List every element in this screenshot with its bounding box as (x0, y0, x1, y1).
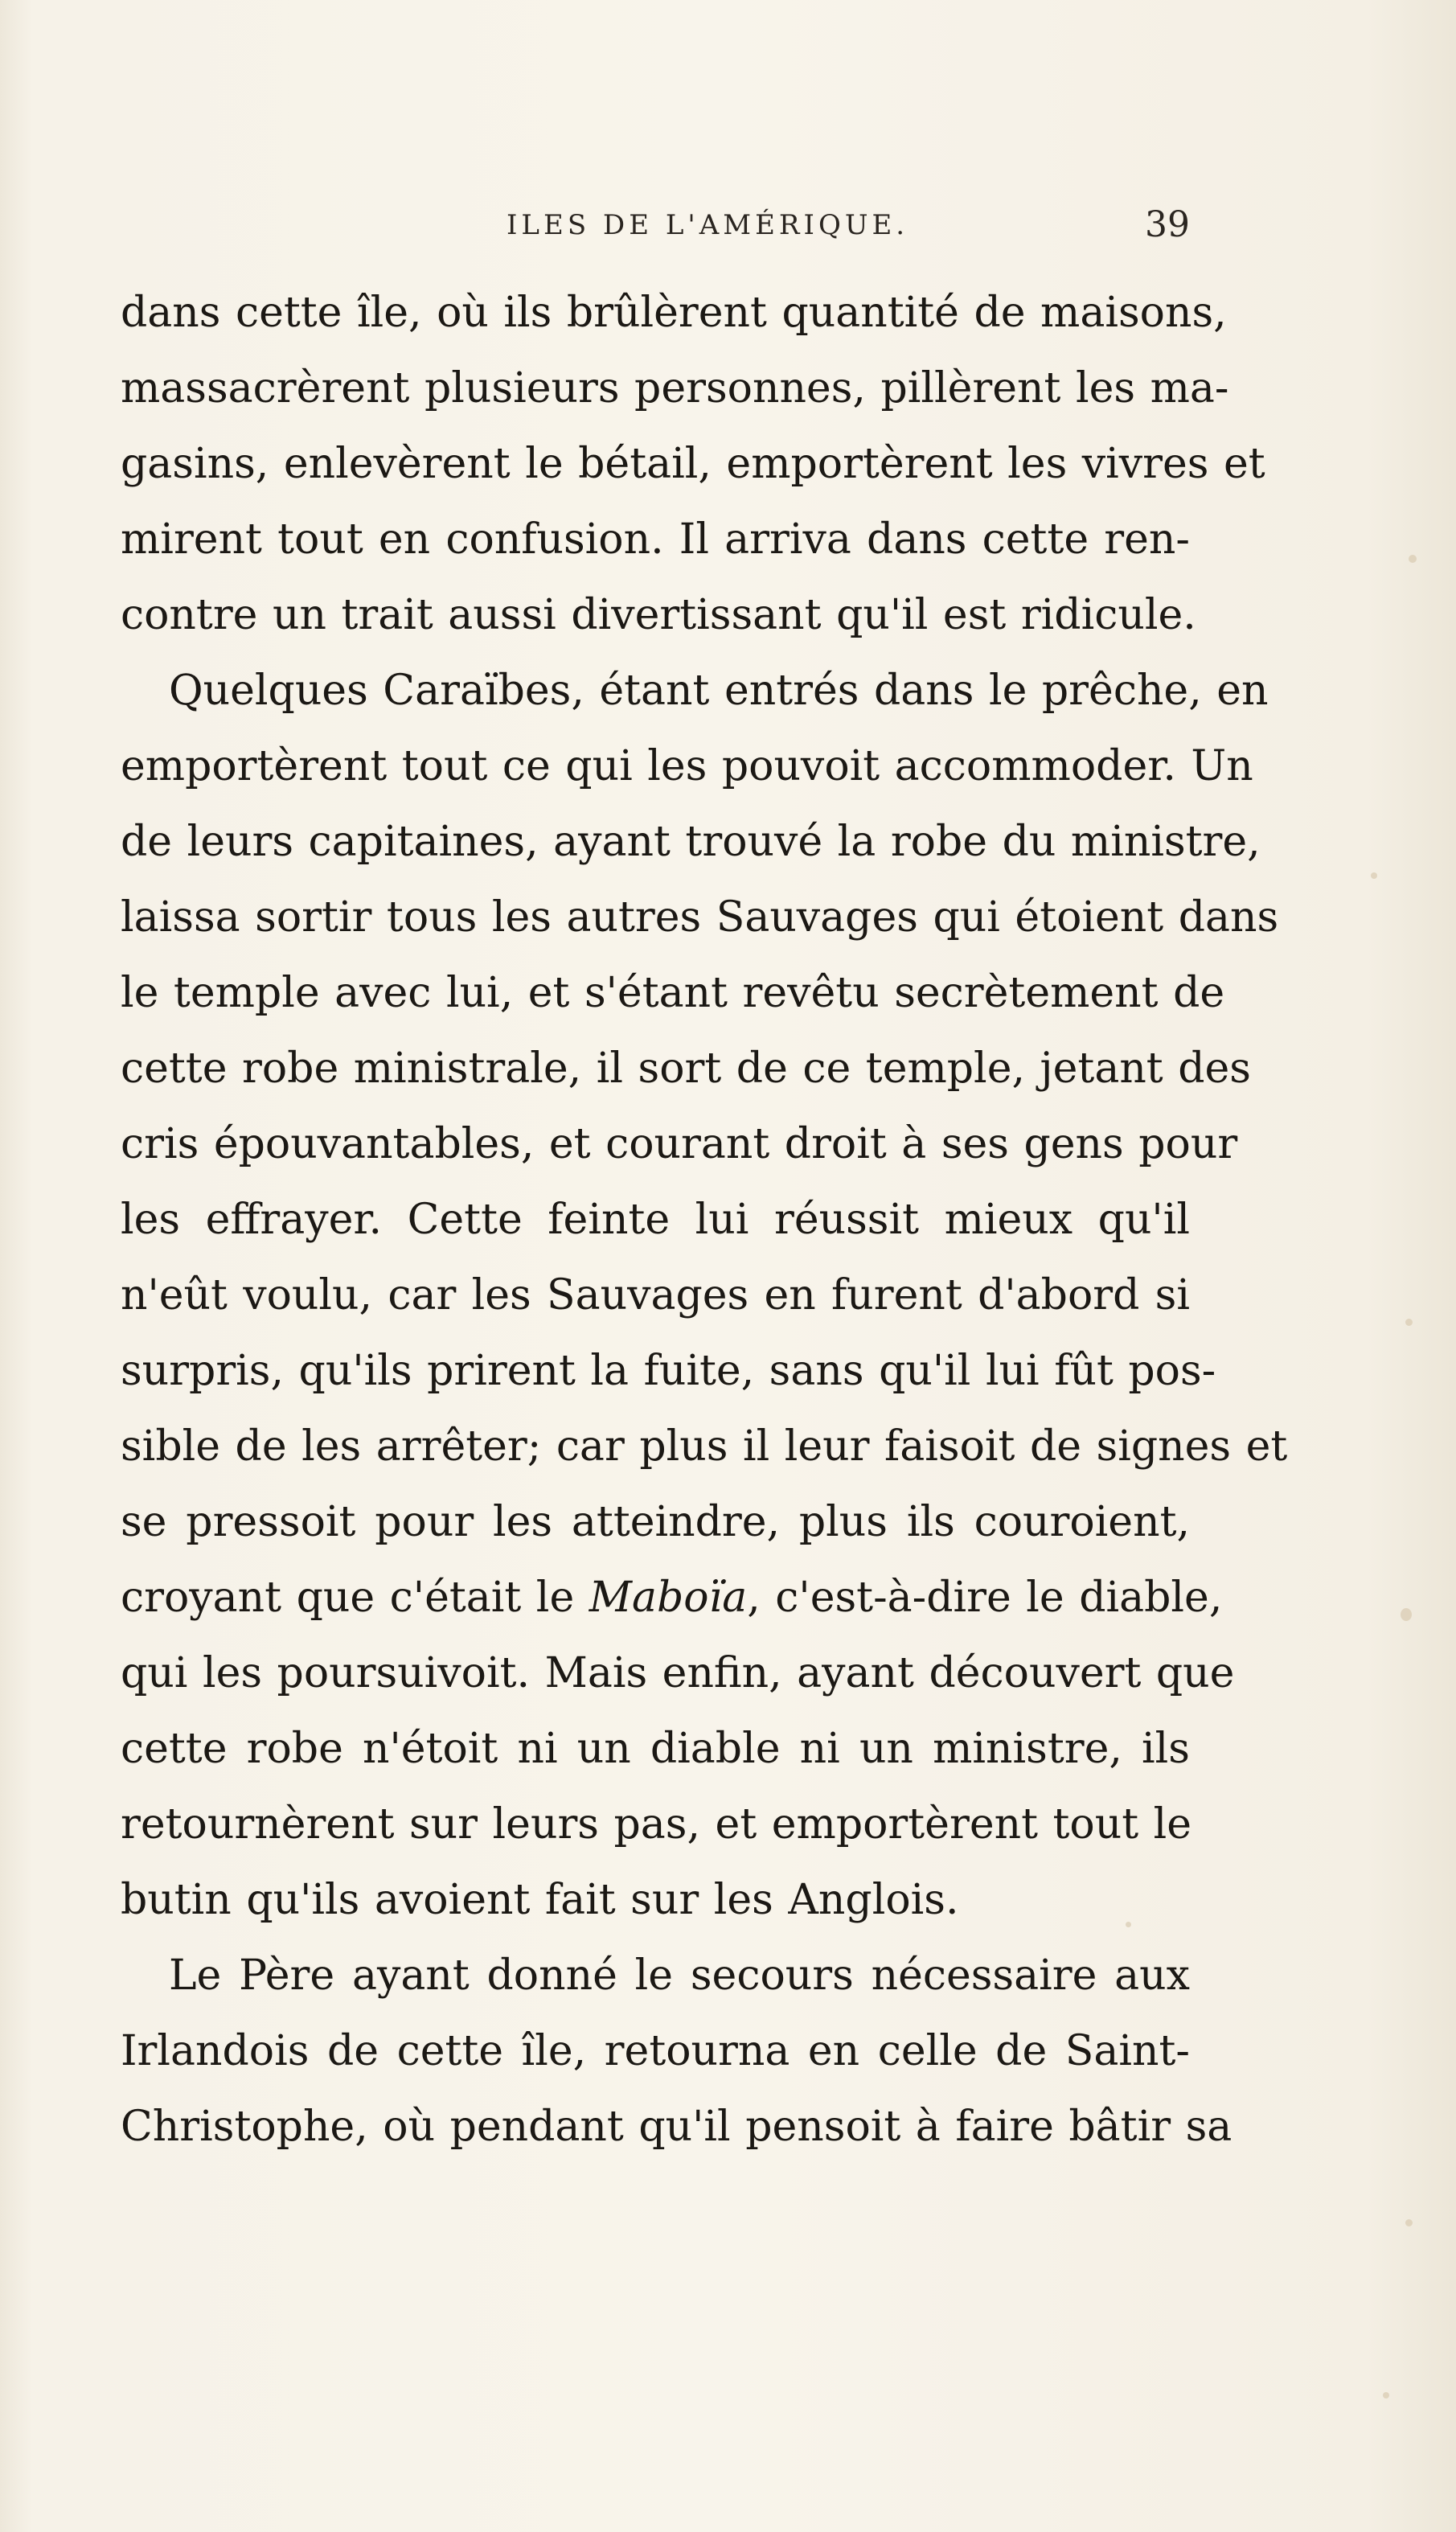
text-line: dans cette île, où ils brûlèrent quantité de maisons, (121, 289, 1227, 337)
text-line: surpris, qu'ils prirent la fuite, sans qu'il lui fût pos- (121, 1347, 1216, 1395)
text-line: le temple avec lui, et s'étant revêtu secrètement de (121, 969, 1225, 1017)
body-text (121, 275, 1288, 2165)
text-line: qui les poursuivoit. Mais enfin, ayant découvert que (121, 1649, 1235, 1697)
text-line: mirent tout en confusion. Il arriva dans cette ren- (121, 515, 1190, 564)
paragraph (121, 275, 1265, 653)
text-line: retournèrent sur leurs pas, et emportèrent tout le (121, 1800, 1192, 1849)
running-head (121, 204, 1190, 257)
text-line: cette robe ministrale, il sort de ce temple, jetant des (121, 1044, 1251, 1093)
text-line: cette robe n'étoit ni un diable ni un ministre, ils (121, 1725, 1190, 1773)
paper-speck (1401, 1608, 1412, 1621)
text-line: se pressoit pour les atteindre, plus ils couroient, (121, 1498, 1190, 1546)
text-line: n'eût voulu, car les Sauvages en furent d'abord si (121, 1271, 1190, 1319)
text-line: laissa sortir tous les autres Sauvages qui étoient dans (121, 893, 1279, 942)
text-line: gasins, enlevèrent le bétail, emportèrent les vivres et (121, 440, 1265, 488)
text-line: Irlandois de cette île, retourna en celle de Saint- (121, 2027, 1190, 2075)
paper-speck (1383, 2392, 1389, 2399)
text-line: les effrayer. Cette feinte lui réussit mieux qu'il (121, 1196, 1190, 1244)
text-line: emportèrent tout ce qui les pouvoit accommoder. Un (121, 742, 1253, 790)
paper-speck (1409, 555, 1417, 563)
text-line: de leurs capitaines, ayant trouvé la robe du ministre, (121, 818, 1261, 866)
text-line: Le Père ayant donné le secours nécessaire aux (169, 1951, 1190, 2000)
text-line: Quelques Caraïbes, étant entrés dans le prêche, en (169, 667, 1269, 715)
text-line: croyant que c'était le Maboïa, c'est-à-dire le diable, (121, 1574, 1223, 1622)
italic-term: Maboïa (589, 1574, 748, 1622)
text-line: butin qu'ils avoient fait sur les Anglois. (121, 1876, 959, 1924)
paragraph (121, 653, 1288, 1938)
paper-speck (1371, 872, 1377, 879)
text-line: cris épouvantables, et courant droit à ses gens pour (121, 1120, 1238, 1168)
text-line: massacrèrent plusieurs personnes, pillèrent les ma- (121, 364, 1229, 412)
running-head-title: ILES DE L'AMÉRIQUE. (507, 209, 909, 241)
text-line: sible de les arrêter; car plus il leur faisoit de signes et (121, 1422, 1288, 1471)
paper-speck (1405, 2219, 1413, 2226)
paragraph (121, 1938, 1232, 2165)
page-number: 39 (1145, 204, 1190, 245)
paper-speck (1405, 1319, 1413, 1326)
text-line: Christophe, où pendant qu'il pensoit à faire bâtir sa (121, 2103, 1232, 2151)
text-line: contre un trait aussi divertissant qu'il est ridicule. (121, 591, 1196, 639)
